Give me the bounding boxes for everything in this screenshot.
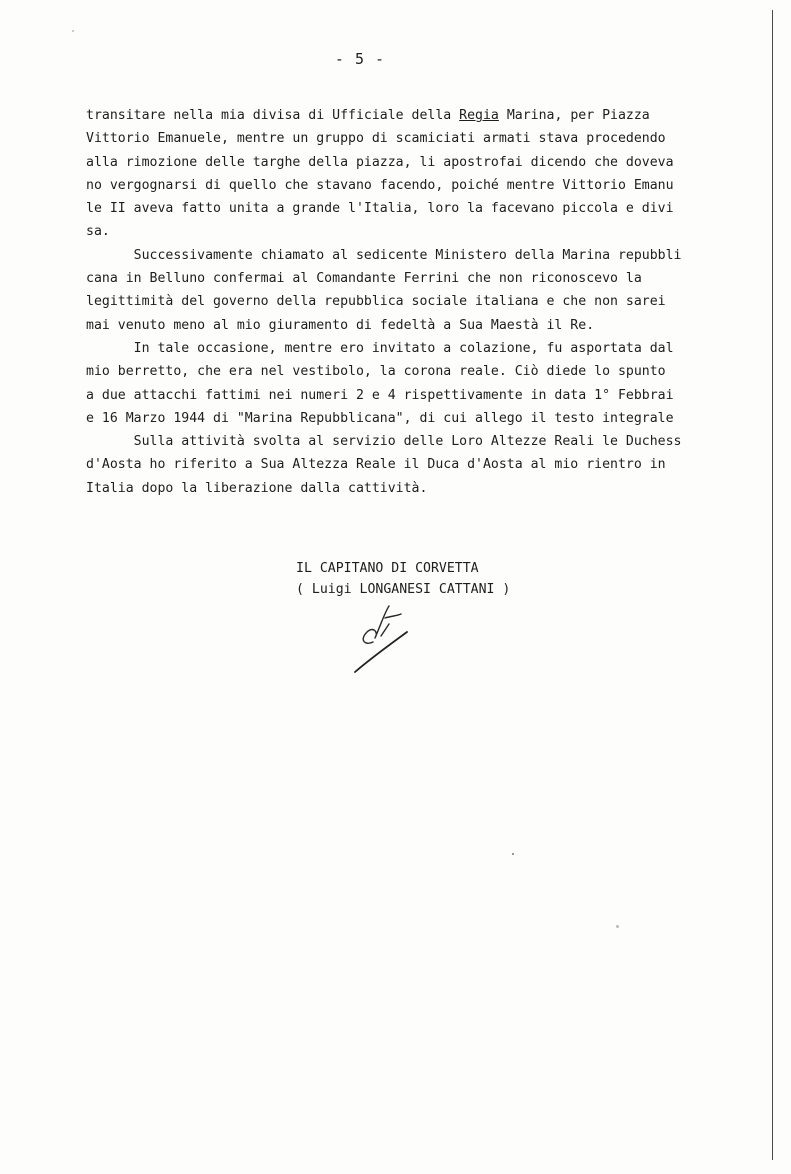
signature-block bbox=[296, 558, 510, 600]
body-line-text: d'Aosta ho riferito a Sua Altezza Reale il Duca d'Aosta al mio rientro in bbox=[86, 457, 666, 473]
body-line-text: Italia dopo la liberazione dalla cattività. bbox=[86, 480, 428, 496]
body-line-text: no vergognarsi di quello che stavano facendo, poiché mentre Vittorio Emanu bbox=[86, 177, 674, 193]
body-line-text: transitare nella mia divisa di Ufficiale della bbox=[86, 108, 460, 123]
body-line-text: Vittorio Emanuele, mentre un gruppo di scamiciati armati stava procedendo bbox=[86, 131, 666, 147]
paper-speck bbox=[616, 925, 619, 928]
body-line bbox=[86, 290, 746, 313]
body-line-text: legittimità del governo della repubblica sociale italiana e che non sarei bbox=[86, 294, 666, 310]
body-line-text: mai venuto meno al mio giuramento di fedeltà a Sua Maestà il Re. bbox=[86, 317, 595, 333]
body-line bbox=[86, 127, 746, 150]
paper-speck bbox=[512, 853, 514, 855]
body-line bbox=[86, 453, 746, 476]
page-edge-line bbox=[772, 10, 773, 1160]
body-line-text: mio berretto, che era nel vestibolo, la corona reale. Ciò diede lo spunto bbox=[86, 364, 666, 380]
paper-speck bbox=[72, 30, 74, 32]
body-line-text: Sulla attività svolta al servizio delle Loro Altezze Reali le Duchess bbox=[86, 434, 682, 450]
body-line bbox=[86, 384, 746, 407]
body-line bbox=[86, 220, 746, 243]
body-line bbox=[86, 104, 746, 127]
letter-body bbox=[86, 104, 746, 500]
body-line bbox=[86, 197, 746, 220]
body-line-text: Marina, per Piazza bbox=[498, 108, 650, 123]
body-line-text: Successivamente chiamato al sedicente Ministero della Marina repubbli bbox=[86, 247, 682, 263]
body-line-text: a due attacchi fattimi nei numeri 2 e 4 rispettivamente in data 1° Febbrai bbox=[86, 387, 674, 403]
body-line bbox=[86, 244, 746, 267]
body-line bbox=[86, 430, 746, 453]
body-line bbox=[86, 314, 746, 337]
handwritten-signature bbox=[345, 602, 415, 677]
body-line bbox=[86, 477, 746, 500]
body-line-text: alla rimozione delle targhe della piazza, li apostrofai dicendo che doveva bbox=[86, 154, 674, 170]
body-line-text: sa. bbox=[86, 224, 110, 240]
body-line bbox=[86, 151, 746, 174]
body-line bbox=[86, 337, 746, 360]
body-line-text: cana in Belluno confermai al Comandante Ferrini che non riconoscevo la bbox=[86, 271, 642, 287]
signatory-title: IL CAPITANO DI CORVETTA bbox=[296, 561, 479, 576]
page-number: - 5 - bbox=[334, 50, 386, 68]
body-line bbox=[86, 267, 746, 290]
signatory-name: ( Luigi LONGANESI CATTANI ) bbox=[296, 582, 511, 597]
underlined-word: Regia bbox=[459, 108, 499, 123]
body-line bbox=[86, 174, 746, 197]
body-line-text: In tale occasione, mentre ero invitato a colazione, fu asportata dal bbox=[86, 340, 674, 356]
body-line bbox=[86, 360, 746, 383]
body-line-text: e 16 Marzo 1944 di "Marina Repubblicana", di cui allego il testo integrale bbox=[86, 410, 674, 426]
body-line-text: le II aveva fatto unita a grande l'Italia, loro la facevano piccola e divi bbox=[86, 201, 674, 217]
body-line bbox=[86, 407, 746, 430]
